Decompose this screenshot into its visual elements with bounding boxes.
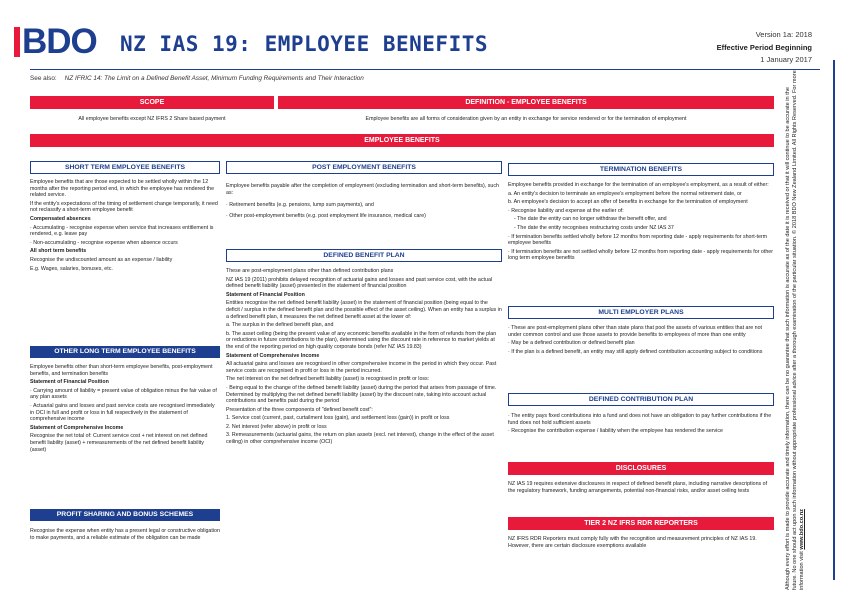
employee-benefits-title: EMPLOYEE BENEFITS	[30, 134, 774, 147]
effective-date: 1 January 2017	[760, 55, 812, 64]
multi-employer-content	[508, 325, 774, 385]
effective-period-label: Effective Period Beginning	[716, 43, 812, 52]
page-title: NZ IAS 19: EMPLOYEE BENEFITS	[120, 32, 489, 56]
disclaimer-text: Although every effort is made to provide accurate and timely information, there can be no guarantee that such information is accurate as of the date it is received or that it will continue to be accurate in the future. No one should act upon such information without appropriate professional advice after a thorough examination of the particular situation.	[785, 87, 798, 590]
compensated-accumulating: · Accumulating - recognise expense when service that increases entitlement is rendered, e.g. leave pay	[30, 224, 214, 238]
termination-content	[508, 182, 774, 300]
tier2-title: TIER 2 NZ IFRS RDR REPORTERS	[508, 517, 774, 530]
other-long-term-soci-heading: Statement of Comprehensive Income	[30, 424, 124, 431]
defined-contribution-title: DEFINED CONTRIBUTION PLAN	[508, 393, 774, 406]
post-employment-content	[226, 183, 502, 243]
definition-text: Employee benefits are all forms of consideration given by an entity in exchange for service rendered or for the termination of employment	[365, 116, 687, 122]
short-term-p2: If the entity's expectations of the timing of settlement change temporarily, it need not reclassify a short-term employee benefit	[30, 200, 218, 214]
disclaimer	[785, 70, 837, 590]
defined-benefit-p2: NZ IAS 19 (2011) prohibits delayed recognition of actuarial gains and losses and past service cost, with the actual defined benefit liability (asset) presented in the statement of financial position	[226, 276, 493, 290]
version-label: Version 1a: 2018	[755, 30, 812, 39]
multi-employer-title: MULTI EMPLOYER PLANS	[508, 306, 774, 319]
termination-settled-within: · If termination benefits settled wholly before 12 months from reporting date - apply requirements for short-term employee benefits	[508, 233, 768, 247]
defined-benefit-net-interest-detail: · Being equal to the change of the defined benefit liability (asset) during the period that arises from passage of time. Determined by multiplying the net defined benefit liability (asset) by the discount rate, taking into account actual contributions and benefits paid during the period	[226, 384, 497, 405]
defined-benefit-content	[226, 268, 502, 572]
defined-contribution-content	[508, 413, 774, 457]
profit-sharing-text: Recognise the expense when entity has a present legal or constructive obligation to make payments, and a reliable estimate of the obligation can be made	[30, 528, 220, 541]
other-long-term-content	[30, 364, 220, 500]
defined-contribution-d2: · Recognise the contribution expense / liability when the employee has rendered the service	[508, 428, 723, 435]
all-short-term-text: Recognise the undiscounted amount as an expense / liability	[30, 256, 173, 263]
post-employment-b1: · Retirement benefits (e.g. pensions, lump sum payments), and	[226, 202, 374, 209]
profit-sharing-title: PROFIT SHARING AND BONUS SCHEMES	[30, 509, 220, 521]
definition-title: DEFINITION - EMPLOYEE BENEFITS	[278, 96, 774, 109]
header-divider	[30, 69, 820, 70]
defined-benefit-soci-heading: Statement of Comprehensive Income	[226, 352, 320, 359]
defined-benefit-item-b: b. The asset ceiling (being the present value of any economic benefits available in the form of refunds from the plan or reductions in future contributions to the plan), determined using the discount rate in reference to market yields at the end of the reporting period on high quality corporate bonds (refer NZ IAS 19.83)	[226, 330, 497, 350]
short-term-example: E.g. Wages, salaries, bonuses, etc.	[30, 265, 113, 272]
defined-contribution-d1: · The entity pays fixed contributions into a fund and does not have an obligation to pay further contributions if the fund does not hold sufficient assets	[508, 413, 772, 426]
short-term-content	[30, 179, 220, 339]
multi-employer-m1: · These are post-employment plans other than state plans that pool the assets of various entities that are not under common control and use those assets to provide benefits to employees of more than one entity	[508, 325, 763, 338]
termination-title: TERMINATION BENEFITS	[508, 163, 774, 176]
post-employment-b2: · Other post-employment benefits (e.g. post employment life insurance, medical care)	[226, 212, 426, 219]
short-term-p1: Employee benefits that are those expected to be settled wholly within the 12 months after the reporting period end, in which the employee has rendered the related service.	[30, 179, 215, 199]
termination-settled-after: · If termination benefits are not settled wholly before 12 months from reporting date - apply requirements for other long term employee benefits	[508, 248, 773, 262]
defined-benefit-p1: These are post-employment plans other than defined contribution plans	[226, 268, 394, 274]
defined-benefit-component-1: 1. Service cost (current, past, curtailment loss (gain), and settlement loss (gain)) in profit or loss	[226, 415, 450, 422]
other-long-term-p1: Employee benefits other than short-term employee benefits, post-employment benefits, and termination benefits	[30, 364, 213, 377]
bdo-logo	[14, 22, 106, 61]
other-long-term-sofp-heading: Statement of Financial Position	[30, 379, 109, 386]
defined-benefit-soci-text: All actuarial gains and losses are recognised in other comprehensive income in the period in which they occur. Past service costs are recognised in profit or loss in the period incurred.	[226, 361, 497, 374]
compensated-non-accumulating: · Non-accumulating - recognise expense when absence occurs	[30, 239, 178, 246]
defined-benefit-component-3: 3. Remeasurements (actuarial gains, the return on plan assets (excl. net interest), change in the effect of the asset ceiling) in other comprehensive income (OCI)	[226, 432, 494, 446]
defined-benefit-sofp-heading: Statement of Financial Position	[226, 291, 305, 298]
post-employment-p1: Employee benefits payable after the completion of employment (excluding termination and short-term benefits), such as:	[226, 183, 499, 196]
all-short-term-heading: All short term benefits	[30, 248, 87, 255]
other-long-term-s2: · Actuarial gains and losses and past service costs are recognised immediately in OCI in full and profit or loss in full respectively in the statement of comprehensive income	[30, 402, 215, 423]
see-also-label: See also:	[30, 75, 57, 82]
termination-item-a: a. An entity's decision to terminate an employee's employment before the normal retirement date, or	[508, 190, 742, 197]
disclosures-title: DISCLOSURES	[508, 462, 774, 475]
other-long-term-soci-text: Recognise the net total of: Current service cost + net interest on net defined benefit liability (asset) + remeasurements of the net defined benefit liability (asset)	[30, 433, 208, 453]
termination-p1: Employee benefits provided in exchange for the termination of an employee's employment, as a result of either:	[508, 182, 769, 188]
termination-recognise-a: - The date the entity can no longer withdraw the benefit offer, and	[514, 216, 667, 223]
termination-item-b: b. An employee's decision to accept an offer of benefits in exchange for the termination of employment	[508, 199, 748, 206]
disclosures-text: NZ IAS 19 requires extensive disclosures in respect of defined benefit plans, including narrative descriptions of the regulatory framework, funding arrangements, potential non-financial risks, and/or asset ceiling tests	[508, 481, 768, 494]
defined-benefit-presentation: Presentation of the three components of "defined benefit cost":	[226, 406, 373, 413]
multi-employer-m2: · May be a defined contribution or defined benefit plan	[508, 340, 635, 347]
defined-benefit-sofp-text: Entities recognise the net defined benefit liability (asset) in the statement of financial position (being equal to the deficit / surplus in the defined benefit plan and the possible effect of the asset ceiling). When an entity has a surplus in a defined benefit plan, it measures the net defined benefit asset at the lower of:	[226, 300, 502, 320]
post-employment-title: POST EMPLOYMENT BENEFITS	[226, 161, 502, 174]
other-long-term-s1: · Carrying amount of liability = present value of obligation minus the fair value of any plan assets	[30, 387, 217, 401]
logo-text: BDO	[22, 22, 97, 61]
logo-red-bar	[14, 27, 20, 57]
termination-recognise: · Recognise liability and expense at the earlier of:	[508, 207, 624, 214]
see-also-link[interactable]: NZ IFRIC 14: The Limit on a Defined Benefit Asset, Minimum Funding Requirements and Their Interaction	[64, 75, 364, 82]
scope-text: All employee benefits except NZ IFRS 2 Share based payment	[78, 116, 226, 122]
website-link[interactable]: www.bdo.co.nz	[799, 509, 805, 550]
termination-recognise-b: - The date the entity recognises restructuring costs under NZ IAS 37	[514, 224, 674, 231]
defined-benefit-item-a: a. The surplus in the defined benefit plan, and	[226, 322, 334, 329]
multi-employer-m3: · If the plan is a defined benefit, an entity may still apply defined contribution accounting subject to conditions	[508, 348, 763, 355]
see-also	[30, 75, 364, 82]
short-term-title: SHORT TERM EMPLOYEE BENEFITS	[30, 161, 220, 174]
disclaimer-copyright: © 2018 BDO New Zealand Limited. All Rights Reserved. For more information visit	[792, 70, 805, 590]
defined-benefit-title: DEFINED BENEFIT PLAN	[226, 249, 502, 262]
other-long-term-title: OTHER LONG TERM EMPLOYEE BENEFITS	[30, 346, 220, 358]
scope-title: SCOPE	[30, 96, 274, 109]
defined-benefit-net-interest: The net interest on the net defined benefit liability (asset) is recognised in profit or loss:	[226, 376, 430, 383]
compensated-absences-heading: Compensated absences	[30, 215, 91, 222]
defined-benefit-component-2: 2. Net interest (refer above) in profit or loss	[226, 423, 327, 430]
tier2-text: NZ IFRS RDR Reporters must comply fully with the recognition and measurement principles of NZ IAS 19. However, there are certain disclosure exemptions available	[508, 536, 757, 549]
